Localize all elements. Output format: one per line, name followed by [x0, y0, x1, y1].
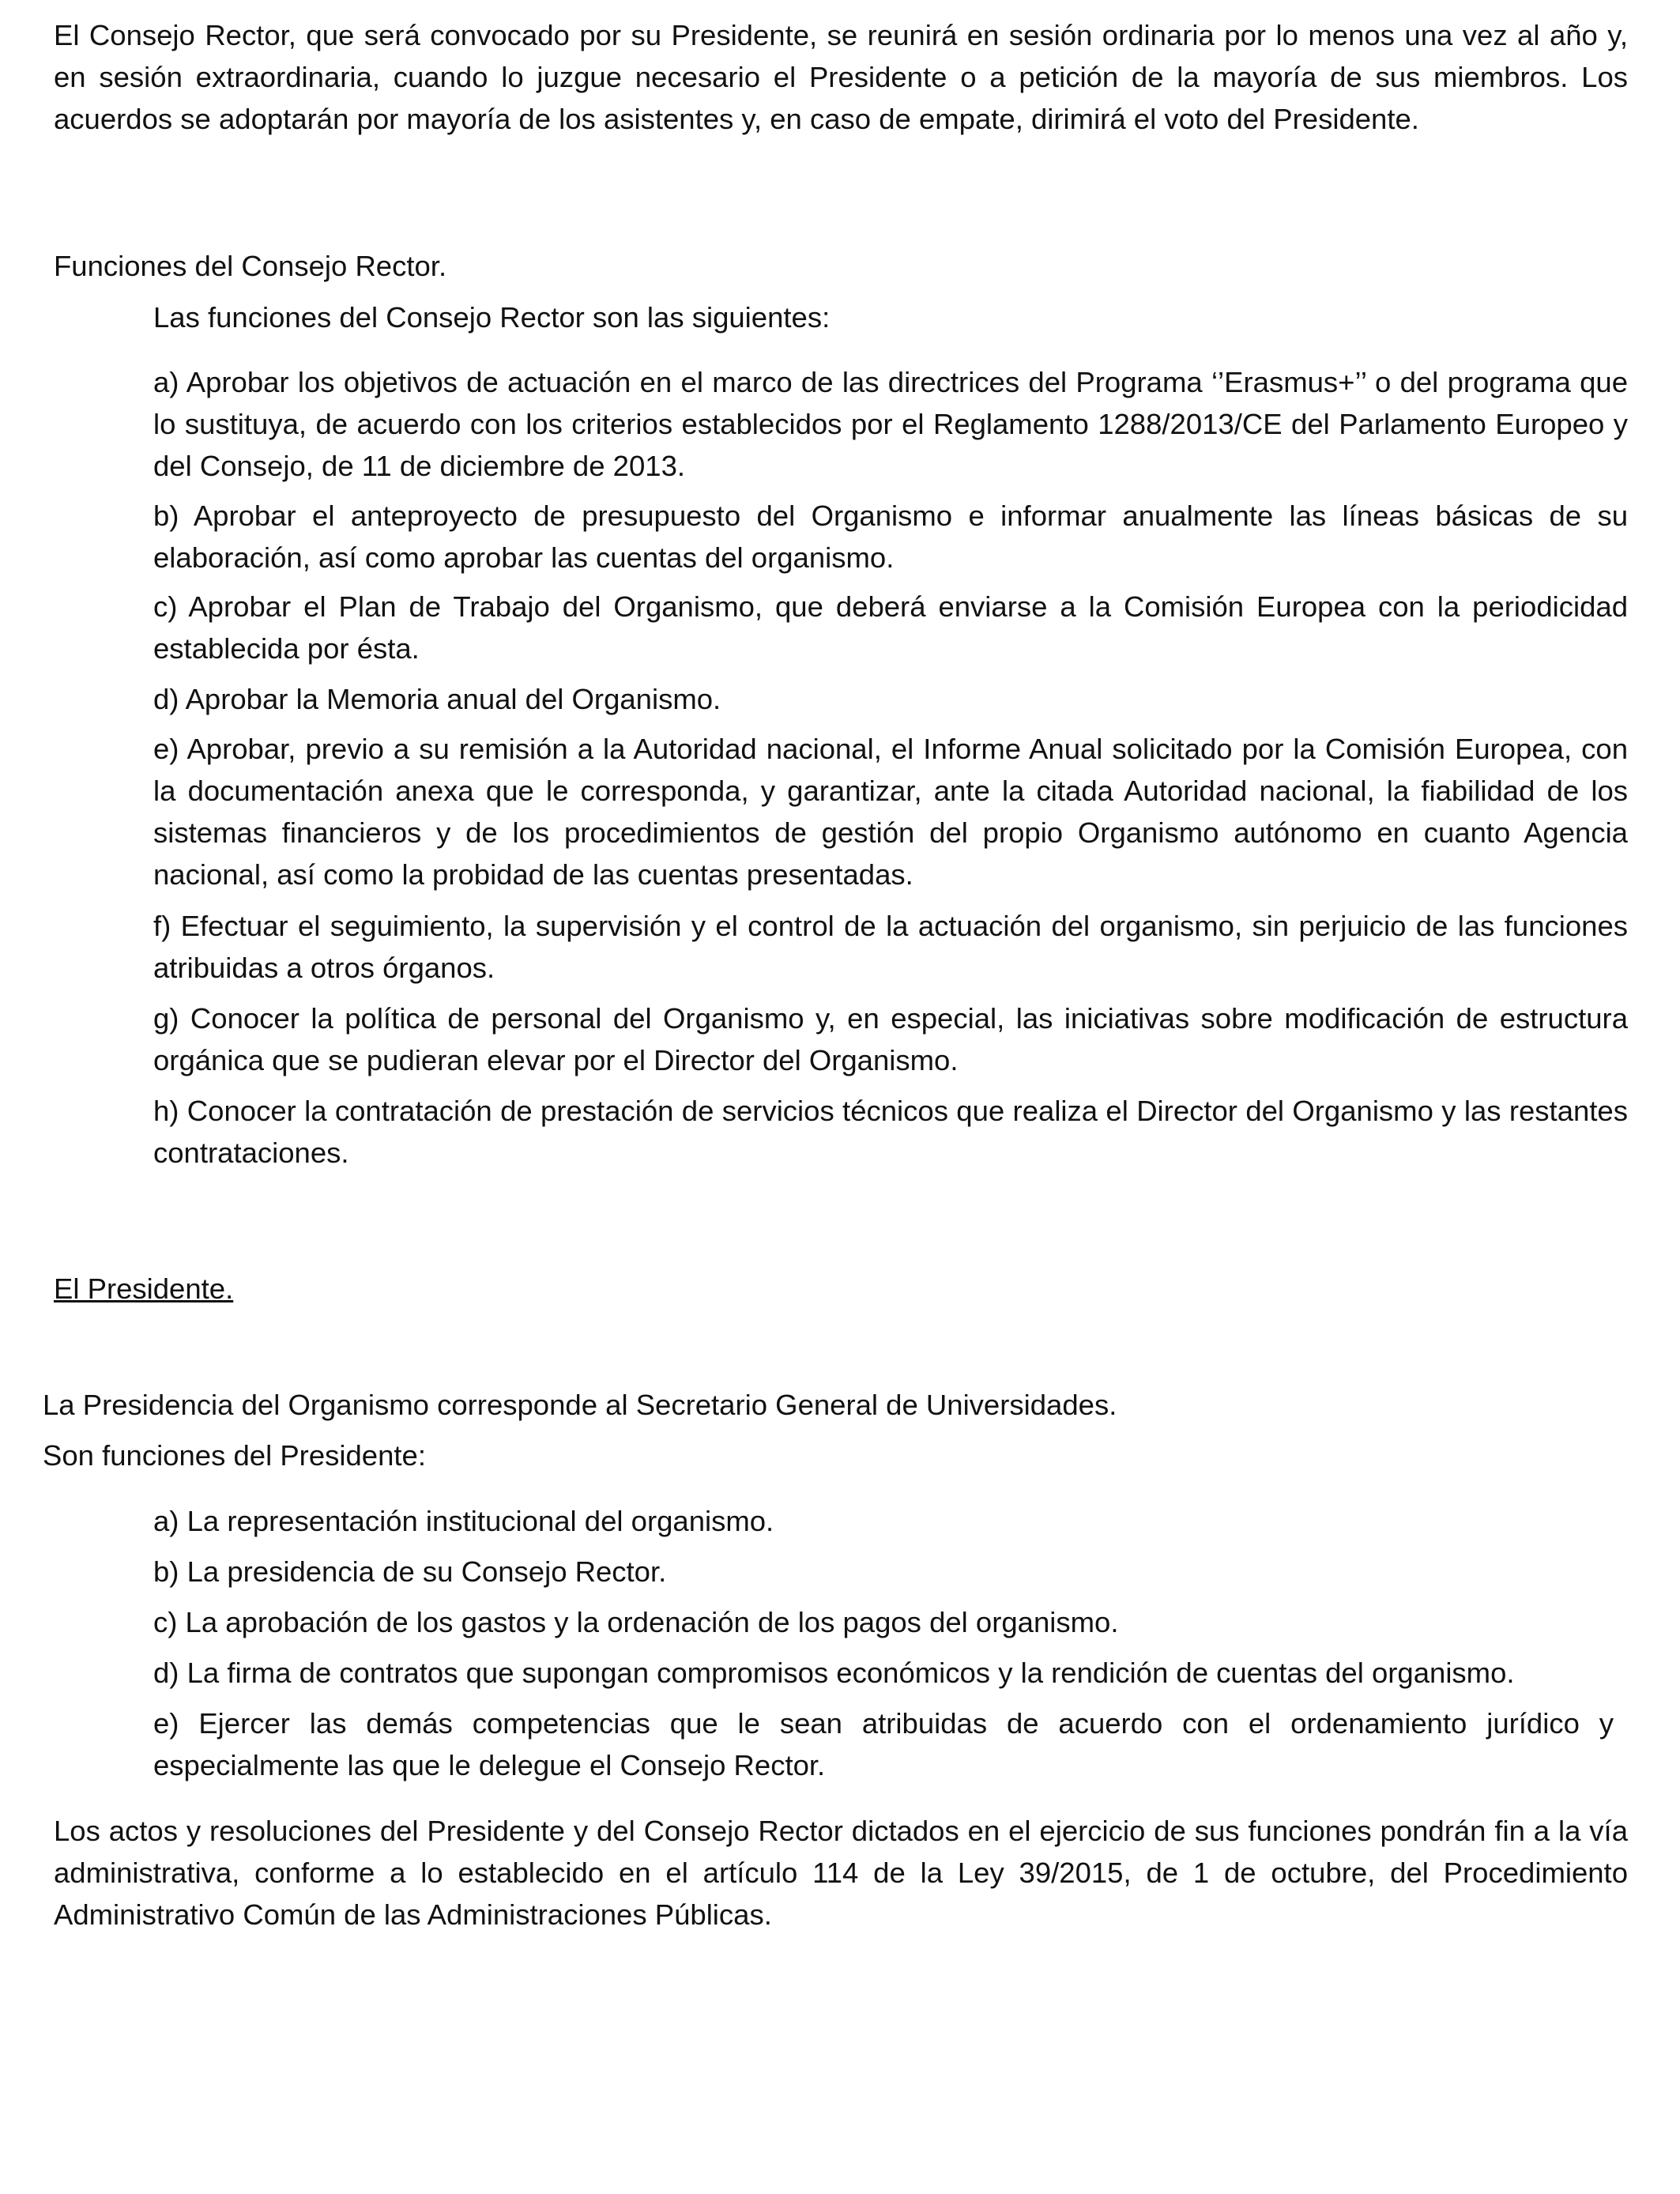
presidente-item-d: d) La firma de contratos que supongan compromisos económicos y la rendición de cuentas del organismo. [153, 1657, 1515, 1689]
presidencia-paragraph: La Presidencia del Organismo corresponde al Secretario General de Universidades. [43, 1389, 1117, 1421]
consejo-functions-lead: Las funciones del Consejo Rector son las siguientes: [153, 301, 831, 334]
presidente-item-a: a) La representación institucional del organismo. [153, 1505, 774, 1537]
consejo-item-f: f) Efectuar el seguimiento, la supervisión y el control de la actuación del organismo, sin perjuicio de las funciones atribuidas a otros órganos. [153, 910, 1628, 984]
consejo-item-c: c) Aprobar el Plan de Trabajo del Organismo, que deberá enviarse a la Comisión Europea con la periodicidad establecida por ésta. [153, 590, 1628, 665]
consejo-intro-paragraph: El Consejo Rector, que será convocado por su Presidente, se reunirá en sesión ordinaria por lo menos una vez al año y, en sesión extraordinaria, cuando lo juzgue necesario el Presidente o a petición de la mayoría de sus miembros. Los acuerdos se adoptarán por mayoría de los asistentes y, en caso de empate, dirimirá el voto del Presidente. [54, 19, 1628, 135]
presidente-heading: El Presidente. [54, 1272, 234, 1305]
consejo-item-a: a) Aprobar los objetivos de actuación en el marco de las directrices del Programa ‘’Erasmus+’’ o del programa que lo sustituya, de acuerdo con los criterios establecidos por el Reglamento 1288/2013/CE del Parlamento Europeo y del Consejo, de 11 de diciembre de 2013. [153, 366, 1628, 482]
consejo-item-b: b) Aprobar el anteproyecto de presupuesto del Organismo e informar anualmente las líneas básicas de su elaboración, así como aprobar las cuentas del organismo. [153, 499, 1628, 574]
consejo-item-h: h) Conocer la contratación de prestación de servicios técnicos que realiza el Director del Organismo y las restantes contrataciones. [153, 1095, 1628, 1169]
presidente-item-e: e) Ejercer las demás competencias que le sean atribuidas de acuerdo con el ordenamiento jurídico y especialmente las que le delegue el Consejo Rector. [153, 1707, 1614, 1781]
closing-paragraph: Los actos y resoluciones del Presidente y del Consejo Rector dictados en el ejercicio de sus funciones pondrán fin a la vía administrativa, conforme a lo establecido en el artículo 114 de la Ley 39/2015, de 1 de octubre, del Procedimiento Administrativo Común de las Administraciones Públicas. [54, 1815, 1628, 1931]
presidente-item-c: c) La aprobación de los gastos y la ordenación de los pagos del organismo. [153, 1606, 1119, 1638]
presidente-heading-line [54, 1268, 1628, 1310]
consejo-item-g: g) Conocer la política de personal del Organismo y, en especial, las iniciativas sobre modificación de estructura orgánica que se pudieran elevar por el Director del Organismo. [153, 1002, 1628, 1076]
consejo-item-e: e) Aprobar, previo a su remisión a la Autoridad nacional, el Informe Anual solicitado por la Comisión Europea, con la documentación anexa que le corresponda, y garantizar, ante la citada Autoridad nacional, la fiabilidad de los sistemas financieros y de los procedimientos de gestión del propio Organismo autónomo en cuanto Agencia nacional, así como la probidad de las cuentas presentadas. [153, 733, 1628, 891]
consejo-functions-heading: Funciones del Consejo Rector. [54, 250, 447, 282]
presidente-item-b: b) La presidencia de su Consejo Rector. [153, 1555, 667, 1588]
consejo-item-d: d) Aprobar la Memoria anual del Organismo. [153, 683, 721, 715]
presidente-functions-lead: Son funciones del Presidente: [43, 1439, 426, 1472]
